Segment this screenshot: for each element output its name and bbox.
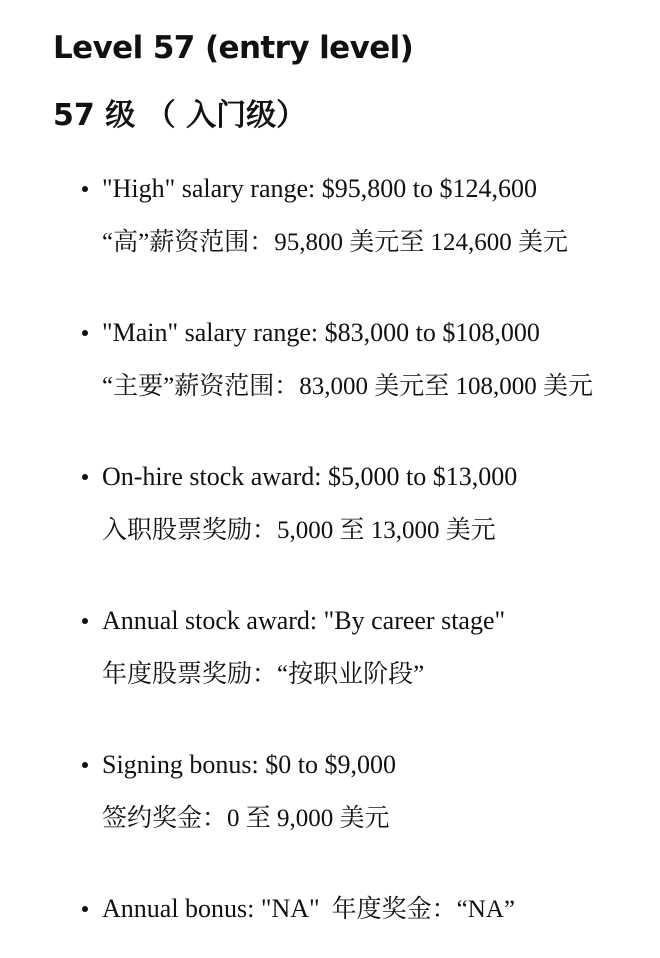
- bullet-icon: [82, 906, 88, 912]
- bullet-icon: [82, 330, 88, 336]
- page-title: Level 57 (entry level): [53, 30, 414, 66]
- item-text-en: "Main" salary range: $83,000 to $108,000: [102, 318, 540, 347]
- item-text-en: On-hire stock award: $5,000 to $13,000: [102, 462, 518, 491]
- item-text-en-with-inline-zh: [102, 893, 515, 926]
- item-text-zh: 年度股票奖励：“按职业阶段”: [102, 661, 425, 688]
- item-text-en: Annual bonus: "NA": [102, 894, 320, 923]
- item-text-en: Signing bonus: $0 to $9,000: [102, 750, 396, 779]
- item-text-en: "High" salary range: $95,800 to $124,600: [102, 174, 537, 203]
- bullet-icon: [82, 474, 88, 480]
- item-text-zh: “主要”薪资范围：83,000 美元至 108,000 美元: [102, 373, 593, 400]
- bullet-icon: [82, 186, 88, 192]
- item-text-zh: 年度奖金：“NA”: [331, 896, 515, 923]
- bullet-icon: [82, 618, 88, 624]
- item-text-zh: “高”薪资范围：95,800 美元至 124,600 美元: [102, 229, 568, 256]
- item-text-en: Annual stock award: "By career stage": [102, 606, 506, 635]
- bullet-icon: [82, 762, 88, 768]
- item-text-zh: 签约奖金：0 至 9,000 美元: [102, 805, 390, 832]
- item-text-zh: 入职股票奖励：5,000 至 13,000 美元: [102, 517, 496, 544]
- page-title-chinese: 57 级 （ 入门级）: [53, 98, 307, 133]
